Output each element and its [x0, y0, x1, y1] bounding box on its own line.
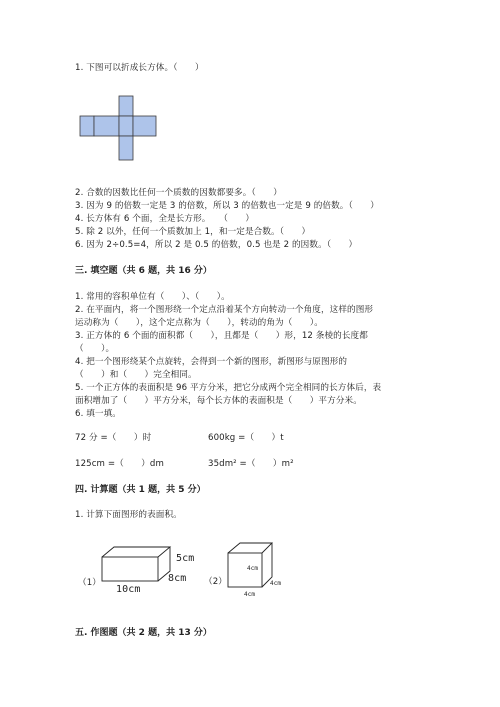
conversion-1: 72 分 =（ ）时	[75, 433, 152, 443]
net-face-left-2	[94, 116, 119, 136]
cube-side-label: 4cm	[270, 580, 282, 587]
judgement-q2: 2. 合数的因数比任何一个质数的因数都要多。（ ）	[75, 188, 282, 198]
cuboid-depth-label: 8cm	[168, 573, 187, 584]
net-face-bottom	[119, 136, 133, 160]
cross-net-figure	[78, 94, 158, 162]
section-calc-heading: 四. 计算题（共 1 题，共 5 分）	[75, 485, 206, 495]
judgement-q6: 6. 因为 2÷0.5=4，所以 2 是 0.5 的倍数，0.5 也是 2 的因数。（ ）	[75, 240, 358, 250]
figure-1-label: （1）	[78, 578, 101, 588]
calc-q1: 1. 计算下面图形的表面积。	[75, 510, 182, 520]
conversion-2: 600kg =（ ）t	[208, 433, 284, 443]
fill-q6: 6. 填一填。	[75, 409, 122, 419]
judgement-q4: 4. 长方体有 6 个面，全是长方形。 （ ）	[75, 214, 255, 224]
fill-q5-line2: 面积增加了（ ）平方分米，每个长方体的表面积是（ ）平方分米。	[75, 396, 362, 406]
cuboid-figure	[100, 545, 174, 583]
conversion-4: 35dm² =（ ）m²	[208, 459, 294, 469]
net-face-top	[119, 96, 133, 116]
fill-q4-line1: 4. 把一个图形绕某个点旋转，会得到一个新的图形，新图形与原图形的	[75, 357, 348, 367]
fill-q1: 1. 常用的容积单位有（ ）、（ ）。	[75, 292, 230, 302]
cuboid-length-label: 10cm	[116, 584, 141, 595]
figure-2-label: （2）	[204, 577, 227, 587]
fill-q5-line1: 5. 一个正方体的表面积是 96 平方分米，把它分成两个完全相同的长方体后，表	[75, 383, 382, 393]
fill-q2-line2: 运动称为（ ），这个定点称为（ ），转动的角为（ ）。	[75, 318, 323, 328]
net-face-center	[119, 116, 133, 136]
cube-bottom-label: 4cm	[244, 591, 256, 598]
judgement-q5: 5. 除 2 以外，任何一个质数加上 1，和一定是合数。（ ）	[75, 227, 311, 237]
fill-q2-line1: 2. 在平面内，将一个图形绕一个定点沿着某个方向转动一个角度，这样的图形	[75, 305, 374, 315]
net-face-right	[133, 116, 156, 136]
cuboid-height-label: 5cm	[176, 553, 195, 564]
section-fill-heading: 三. 填空题（共 6 题，共 16 分）	[75, 266, 212, 276]
cube-front-label: 4cm	[247, 565, 259, 572]
judgement-q3: 3. 因为 9 的倍数一定是 3 的倍数，所以 3 的倍数也一定是 9 的倍数。（ ）	[75, 201, 379, 211]
fill-q3-line2: （ ）。	[75, 344, 115, 354]
judgement-q1: 1. 下图可以折成长方体。（ ）	[75, 63, 204, 73]
net-face-left-1	[80, 116, 94, 136]
fill-q3-line1: 3. 正方体的 6 个面的面积都（ ），且都是（ ）形，12 条棱的长度都	[75, 331, 368, 341]
fill-q4-line2: （ ）和（ ）完全相同。	[75, 370, 197, 380]
conversion-3: 125cm =（ ）dm	[75, 459, 164, 469]
section-draw-heading: 五. 作图题（共 2 题，共 13 分）	[75, 628, 212, 638]
